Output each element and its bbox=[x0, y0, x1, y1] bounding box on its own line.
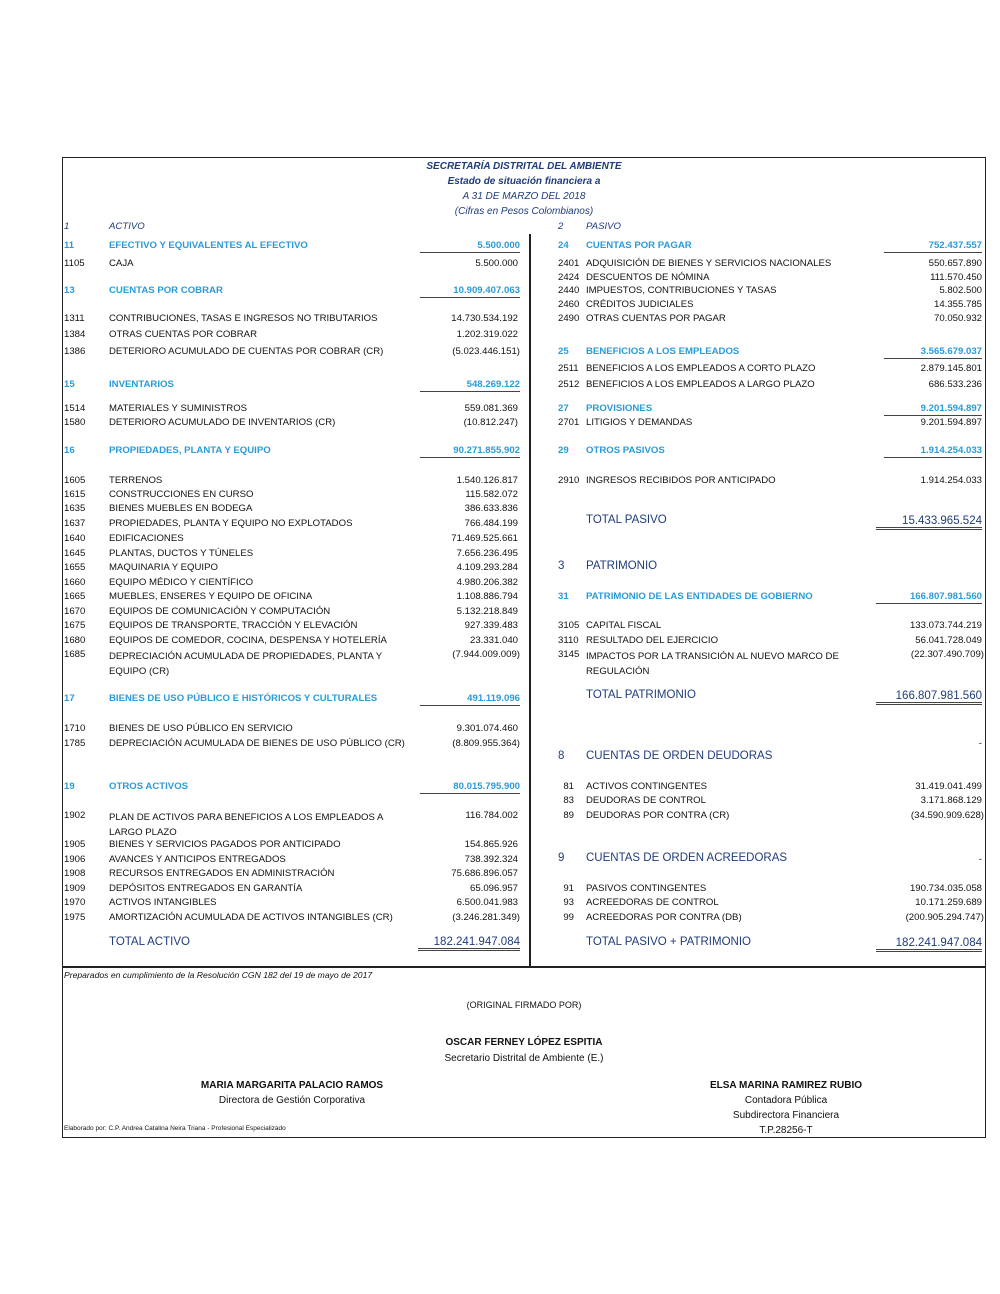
section-code: 31 bbox=[558, 591, 569, 602]
orden-deudoras-code: 8 bbox=[558, 750, 565, 762]
section-label: OTROS ACTIVOS bbox=[109, 781, 189, 792]
account-code: 1640 bbox=[64, 533, 86, 544]
account-label: ACTIVOS INTANGIBLES bbox=[109, 897, 217, 908]
account-label: DEUDORAS DE CONTROL bbox=[586, 795, 706, 806]
account-value: 65.096.957 bbox=[469, 883, 518, 894]
account-label: RECURSOS ENTREGADOS EN ADMINISTRACIÓN bbox=[109, 868, 335, 879]
account-code: 93 bbox=[563, 897, 574, 908]
signer-3-role-2: Subdirectora Financiera bbox=[732, 1110, 840, 1121]
statement-units: (Cifras en Pesos Colombianos) bbox=[454, 206, 594, 217]
account-value: 766.484.199 bbox=[464, 518, 518, 529]
activo-heading: ACTIVO bbox=[109, 221, 145, 232]
account-value: (10.812.247) bbox=[463, 417, 518, 428]
account-value: 111.570.450 bbox=[930, 272, 982, 283]
section-code: 11 bbox=[64, 240, 75, 251]
prepared-by: Elaborado por: C.P. Andrea Catalina Neira Triana - Profesional Especializado bbox=[64, 1125, 286, 1132]
account-value: 1.108.886.794 bbox=[456, 591, 518, 602]
account-code: 1908 bbox=[64, 868, 86, 879]
account-value: 9.201.594.897 bbox=[920, 417, 982, 428]
account-label: EDIFICACIONES bbox=[109, 533, 184, 544]
account-code: 89 bbox=[563, 810, 574, 821]
section-label: PATRIMONIO DE LAS ENTIDADES DE GOBIERNO bbox=[586, 591, 813, 602]
account-value: 2.879.145.801 bbox=[920, 363, 982, 374]
orden-acreedoras-total: - bbox=[978, 854, 982, 865]
account-label: MAQUINARIA Y EQUIPO bbox=[109, 562, 218, 573]
account-value: 4.980.206.382 bbox=[456, 577, 518, 588]
account-value: 9.301.074.460 bbox=[456, 723, 518, 734]
account-label: CONSTRUCCIONES EN CURSO bbox=[109, 489, 254, 500]
account-label: EQUIPO MÉDICO Y CIENTÍFICO bbox=[109, 577, 254, 588]
signer-3-name: ELSA MARINA RAMIREZ RUBIO bbox=[709, 1080, 863, 1091]
account-value: (34.590.909.628) bbox=[910, 810, 984, 821]
financial-statement-sheet bbox=[62, 157, 986, 1138]
account-label: BIENES MUEBLES EN BODEGA bbox=[109, 503, 253, 514]
account-code: 2490 bbox=[558, 313, 580, 324]
account-code: 1675 bbox=[64, 620, 86, 631]
account-value: 70.050.932 bbox=[933, 313, 982, 324]
account-label: ACREEDORAS DE CONTROL bbox=[586, 897, 719, 908]
section-label: CUENTAS POR COBRAR bbox=[109, 285, 223, 296]
account-value: 1.540.126.817 bbox=[456, 475, 518, 486]
pasivo-code: 2 bbox=[558, 221, 564, 232]
entity-title: SECRETARÍA DISTRITAL DEL AMBIENTE bbox=[426, 161, 622, 172]
account-code: 3110 bbox=[558, 635, 579, 646]
section-code: 13 bbox=[64, 285, 75, 296]
section-total: 3.565.679.037 bbox=[884, 346, 982, 359]
section-label: OTROS PASIVOS bbox=[586, 445, 665, 456]
account-code: 1905 bbox=[64, 839, 86, 850]
account-label: LITIGIOS Y DEMANDAS bbox=[586, 417, 693, 428]
account-code: 2910 bbox=[558, 475, 580, 486]
account-label: BIENES DE USO PÚBLICO EN SERVICIO bbox=[109, 723, 293, 734]
account-label: OTRAS CUENTAS POR PAGAR bbox=[586, 313, 726, 324]
total-pasivo-patrimonio-value: 182.241.947.084 bbox=[876, 937, 982, 952]
account-value: 7.656.236.495 bbox=[456, 548, 518, 559]
section-label: BIENES DE USO PÚBLICO E HISTÓRICOS Y CULTURALES bbox=[109, 693, 378, 704]
account-code: 91 bbox=[563, 883, 574, 894]
section-total: 10.909.407.063 bbox=[420, 285, 520, 298]
account-label: OTRAS CUENTAS POR COBRAR bbox=[109, 329, 258, 340]
account-value: 5.802.500 bbox=[939, 285, 982, 296]
section-total: 1.914.254.033 bbox=[884, 445, 982, 458]
account-value: 10.171.259.689 bbox=[915, 897, 982, 908]
statement-date: A 31 DE MARZO DEL 2018 bbox=[462, 191, 586, 202]
account-label: ADQUISICIÓN DE BIENES Y SERVICIOS NACIONALES bbox=[586, 258, 832, 269]
table-bottom-rule bbox=[62, 966, 986, 968]
patrimonio-heading: PATRIMONIO bbox=[586, 560, 658, 572]
account-value: 14.355.785 bbox=[933, 299, 982, 310]
account-label: BIENES Y SERVICIOS PAGADOS POR ANTICIPADO bbox=[109, 839, 341, 850]
account-label: MATERIALES Y SUMINISTROS bbox=[109, 403, 248, 414]
account-code: 1615 bbox=[64, 489, 86, 500]
section-label: PROVISIONES bbox=[586, 403, 653, 414]
account-code: 1645 bbox=[64, 548, 86, 559]
section-label: CUENTAS POR PAGAR bbox=[586, 240, 692, 251]
section-code: 15 bbox=[64, 379, 75, 390]
account-code: 1685 bbox=[64, 649, 86, 660]
account-value: 550.657.890 bbox=[928, 258, 982, 269]
account-label: AMORTIZACIÓN ACUMULADA DE ACTIVOS INTANGIBLES (CR) bbox=[109, 912, 393, 923]
column-divider bbox=[529, 234, 531, 967]
section-label: INVENTARIOS bbox=[109, 379, 174, 390]
section-code: 25 bbox=[558, 346, 569, 357]
account-value: 75.686.896.057 bbox=[451, 868, 518, 879]
account-label: DEPÓSITOS ENTREGADOS EN GARANTÍA bbox=[109, 883, 303, 894]
account-value: (200.905.294.747) bbox=[905, 912, 984, 923]
section-code: 16 bbox=[64, 445, 75, 456]
total-pasivo-label: TOTAL PASIVO bbox=[586, 514, 667, 526]
account-label: DEPRECIACIÓN ACUMULADA DE BIENES DE USO PÚBLICO (CR) bbox=[109, 738, 405, 749]
section-code: 24 bbox=[558, 240, 569, 251]
account-code: 1906 bbox=[64, 854, 86, 865]
account-label: DEPRECIACIÓN ACUMULADA DE PROPIEDADES, PLANTA Y EQUIPO (CR) bbox=[109, 651, 382, 677]
total-activo-label: TOTAL ACTIVO bbox=[109, 936, 190, 948]
account-value: 738.392.324 bbox=[464, 854, 518, 865]
account-label: IMPUESTOS, CONTRIBUCIONES Y TASAS bbox=[586, 285, 777, 296]
account-code: 1660 bbox=[64, 577, 86, 588]
account-code: 1655 bbox=[64, 562, 86, 573]
account-code: 1975 bbox=[64, 912, 86, 923]
section-total: 90.271.855.902 bbox=[420, 445, 520, 458]
account-code: 3145 bbox=[558, 649, 580, 660]
section-total: 5.500.000 bbox=[420, 240, 520, 253]
account-code: 2512 bbox=[558, 379, 580, 390]
account-value: 5.500.000 bbox=[475, 258, 518, 269]
account-label: PASIVOS CONTINGENTES bbox=[586, 883, 707, 894]
account-label: INGRESOS RECIBIDOS POR ANTICIPADO bbox=[586, 475, 776, 486]
signer-3-role: Contadora Pública bbox=[744, 1095, 828, 1106]
account-code: 2401 bbox=[558, 258, 580, 269]
account-label: DETERIORO ACUMULADO DE INVENTARIOS (CR) bbox=[109, 417, 336, 428]
account-code: 1580 bbox=[64, 417, 86, 428]
orden-acreedoras-heading: CUENTAS DE ORDEN ACREEDORAS bbox=[586, 852, 788, 864]
account-code: 83 bbox=[563, 795, 574, 806]
account-value: 559.081.369 bbox=[464, 403, 518, 414]
account-label: EQUIPOS DE COMEDOR, COCINA, DESPENSA Y HOTELERÍA bbox=[109, 635, 387, 646]
account-code: 1785 bbox=[64, 738, 86, 749]
orden-acreedoras-code: 9 bbox=[558, 852, 565, 864]
account-value: 1.914.254.033 bbox=[920, 475, 982, 486]
section-total: 9.201.594.897 bbox=[884, 403, 982, 416]
account-code: 81 bbox=[563, 781, 574, 792]
section-label: PROPIEDADES, PLANTA Y EQUIPO bbox=[109, 445, 271, 456]
account-code: 1605 bbox=[64, 475, 86, 486]
orden-deudoras-heading: CUENTAS DE ORDEN DEUDORAS bbox=[586, 750, 773, 762]
account-value: 31.419.041.499 bbox=[915, 781, 982, 792]
account-label: EQUIPOS DE TRANSPORTE, TRACCIÓN Y ELEVACIÓN bbox=[109, 620, 358, 631]
account-code: 1637 bbox=[64, 518, 86, 529]
account-code: 2424 bbox=[558, 272, 580, 283]
account-label: PROPIEDADES, PLANTA Y EQUIPO NO EXPLOTADOS bbox=[109, 518, 353, 529]
section-total: 491.119.096 bbox=[420, 693, 520, 706]
account-code: 1384 bbox=[64, 329, 86, 340]
account-value: 927.339.483 bbox=[464, 620, 518, 631]
patrimonio-code: 3 bbox=[558, 560, 565, 572]
account-label: CAPITAL FISCAL bbox=[586, 620, 662, 631]
account-value: 154.865.926 bbox=[464, 839, 518, 850]
account-value: (5.023.446.151) bbox=[452, 346, 520, 357]
account-value: 1.202.319.022 bbox=[456, 329, 518, 340]
account-value: 56.041.728.049 bbox=[915, 635, 982, 646]
account-code: 1635 bbox=[64, 503, 86, 514]
account-value: 71.469.525.661 bbox=[451, 533, 518, 544]
total-patrimonio-value: 166.807.981.560 bbox=[876, 690, 982, 705]
section-code: 19 bbox=[64, 781, 75, 792]
account-code: 99 bbox=[563, 912, 574, 923]
account-code: 1311 bbox=[64, 313, 85, 324]
account-label: DESCUENTOS DE NÓMINA bbox=[586, 272, 710, 283]
account-code: 3105 bbox=[558, 620, 580, 631]
activo-code: 1 bbox=[64, 221, 70, 232]
account-value: 116.784.002 bbox=[465, 810, 518, 821]
account-value: 6.500.041.983 bbox=[456, 897, 518, 908]
account-code: 1105 bbox=[64, 258, 85, 269]
signer-2-role: Directora de Gestión Corporativa bbox=[218, 1095, 366, 1106]
account-label: TERRENOS bbox=[109, 475, 163, 486]
account-code: 2440 bbox=[558, 285, 580, 296]
account-code: 1386 bbox=[64, 346, 86, 357]
account-value: 133.073.744.219 bbox=[909, 620, 982, 631]
account-code: 2460 bbox=[558, 299, 580, 310]
account-value: 190.734.035.058 bbox=[909, 883, 982, 894]
account-label: AVANCES Y ANTICIPOS ENTREGADOS bbox=[109, 854, 286, 865]
regulation-note: Preparados en cumplimiento de la Resolución CGN 182 del 19 de mayo de 2017 bbox=[64, 970, 373, 980]
account-code: 1909 bbox=[64, 883, 86, 894]
section-label: BENEFICIOS A LOS EMPLEADOS bbox=[586, 346, 740, 357]
account-label: BENEFICIOS A LOS EMPLEADOS A LARGO PLAZO bbox=[586, 379, 815, 390]
section-total: 80.015.795.900 bbox=[420, 781, 520, 794]
account-code: 1665 bbox=[64, 591, 86, 602]
account-code: 1710 bbox=[64, 723, 86, 734]
account-value: 386.633.836 bbox=[464, 503, 518, 514]
account-value: (3.246.281.349) bbox=[452, 912, 520, 923]
orden-deudoras-total: - bbox=[978, 738, 982, 749]
section-code: 17 bbox=[64, 693, 75, 704]
signer-1-role: Secretario Distrital de Ambiente (E.) bbox=[444, 1053, 604, 1064]
pasivo-heading: PASIVO bbox=[586, 221, 622, 232]
account-code: 1514 bbox=[64, 403, 86, 414]
account-code: 1902 bbox=[64, 810, 86, 821]
account-value: 23.331.040 bbox=[469, 635, 518, 646]
account-label: ACREEDORAS POR CONTRA (DB) bbox=[586, 912, 742, 923]
account-label: DEUDORAS POR CONTRA (CR) bbox=[586, 810, 730, 821]
account-value: (8.809.955.364) bbox=[452, 738, 520, 749]
account-code: 1670 bbox=[64, 606, 86, 617]
account-value: 3.171.868.129 bbox=[920, 795, 982, 806]
signer-1-name: OSCAR FERNEY LÓPEZ ESPITIA bbox=[445, 1037, 603, 1048]
section-label: EFECTIVO Y EQUIVALENTES AL EFECTIVO bbox=[109, 240, 308, 251]
signer-2-name: MARIA MARGARITA PALACIO RAMOS bbox=[200, 1080, 384, 1091]
account-code: 1970 bbox=[64, 897, 86, 908]
account-code: 2701 bbox=[558, 417, 580, 428]
total-activo-value: 182.241.947.084 bbox=[418, 936, 520, 951]
account-label: PLANTAS, DUCTOS Y TÚNELES bbox=[109, 548, 254, 559]
section-total: 166.807.981.560 bbox=[876, 591, 982, 604]
total-patrimonio-label: TOTAL PATRIMONIO bbox=[586, 689, 696, 701]
account-code: 2511 bbox=[558, 363, 579, 374]
original-signed-note: (ORIGINAL FIRMADO POR) bbox=[466, 1000, 582, 1010]
account-label: IMPACTOS POR LA TRANSICIÓN AL NUEVO MARCO DE REGULACIÓN bbox=[586, 651, 839, 677]
account-label: CONTRIBUCIONES, TASAS E INGRESOS NO TRIBUTARIOS bbox=[109, 313, 378, 324]
account-value: 5.132.218.849 bbox=[456, 606, 518, 617]
signer-3-tp: T.P.28256-T bbox=[759, 1125, 813, 1136]
section-total: 752.437.557 bbox=[884, 240, 982, 253]
account-value: 4.109.293.284 bbox=[456, 562, 518, 573]
account-label: MUEBLES, ENSERES Y EQUIPO DE OFICINA bbox=[109, 591, 313, 602]
account-value: 14.730.534.192 bbox=[451, 313, 518, 324]
account-label: ACTIVOS CONTINGENTES bbox=[586, 781, 707, 792]
total-pasivo-patrimonio-label: TOTAL PASIVO + PATRIMONIO bbox=[586, 936, 751, 948]
account-label: BENEFICIOS A LOS EMPLEADOS A CORTO PLAZO bbox=[586, 363, 816, 374]
section-total: 548.269.122 bbox=[420, 379, 520, 392]
account-value: 686.533.236 bbox=[928, 379, 982, 390]
section-code: 29 bbox=[558, 445, 569, 456]
account-code: 1680 bbox=[64, 635, 86, 646]
account-value: (7.944.009.009) bbox=[452, 649, 520, 660]
account-label: DETERIORO ACUMULADO DE CUENTAS POR COBRAR (CR) bbox=[109, 346, 384, 357]
total-pasivo-value: 15.433.965.524 bbox=[876, 515, 982, 530]
account-value: 115.582.072 bbox=[465, 489, 518, 500]
account-value: (22.307.490.709) bbox=[910, 649, 984, 660]
account-label: PLAN DE ACTIVOS PARA BENEFICIOS A LOS EMPLEADOS A LARGO PLAZO bbox=[109, 812, 383, 838]
account-label: EQUIPOS DE COMUNICACIÓN Y COMPUTACIÓN bbox=[109, 606, 331, 617]
section-code: 27 bbox=[558, 403, 569, 414]
statement-title: Estado de situación financiera a bbox=[447, 176, 601, 187]
account-label: RESULTADO DEL EJERCICIO bbox=[586, 635, 719, 646]
account-label: CRÉDITOS JUDICIALES bbox=[586, 299, 694, 310]
account-label: CAJA bbox=[109, 258, 134, 269]
